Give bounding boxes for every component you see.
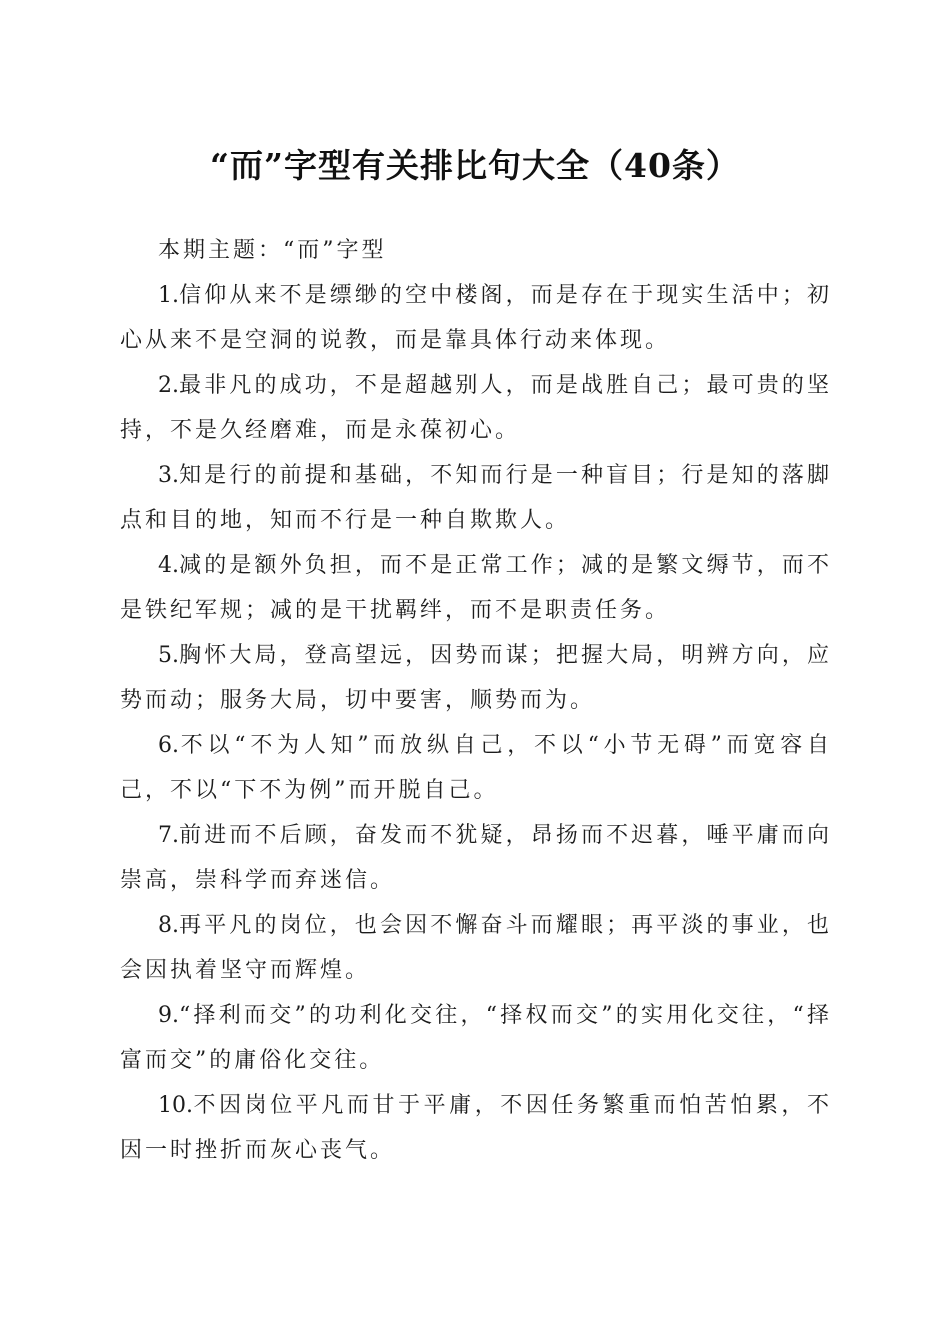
item-text: 前进而不后顾，奋发而不犹疑，昂扬而不迟暮，唾平庸而向崇高，崇科学而弃迷信。 — [120, 823, 832, 893]
item-number: 3. — [158, 463, 179, 488]
item-text: 不因岗位平凡而甘于平庸，不因任务繁重而怕苦怕累，不因一时挫折而灰心丧气。 — [120, 1093, 832, 1163]
item-number: 6. — [158, 733, 179, 758]
list-item — [120, 273, 832, 363]
item-number: 8. — [158, 913, 179, 938]
list-item — [120, 813, 832, 903]
item-number: 4. — [158, 553, 179, 578]
item-number: 9. — [158, 1003, 179, 1028]
item-number: 10. — [158, 1093, 193, 1118]
list-item — [120, 993, 832, 1083]
item-text: 信仰从来不是缥缈的空中楼阁，而是存在于现实生活中；初心从来不是空洞的说教，而是靠具体行动来体现。 — [120, 283, 832, 353]
list-item — [120, 633, 832, 723]
item-text: 最非凡的成功，不是超越别人，而是战胜自己；最可贵的坚持，不是久经磨难，而是永葆初心。 — [120, 373, 832, 443]
item-number: 2. — [158, 373, 179, 398]
document-body — [120, 228, 832, 1173]
item-text: 不以“不为人知”而放纵自己，不以“小节无碍”而宽容自己，不以“下不为例”而开脱自己。 — [120, 733, 832, 803]
list-item — [120, 453, 832, 543]
item-number: 7. — [158, 823, 179, 848]
document-title: “而”字型有关排比句大全（40条） — [210, 146, 740, 185]
list-item — [120, 363, 832, 453]
item-number: 5. — [158, 643, 179, 668]
item-text: 知是行的前提和基础，不知而行是一种盲目；行是知的落脚点和目的地，知而不行是一种自欺欺人。 — [120, 463, 832, 533]
document-subject: 本期主题：“而”字型 — [158, 238, 387, 263]
list-item — [120, 1083, 832, 1173]
item-number: 1. — [158, 283, 179, 308]
item-text: 再平凡的岗位，也会因不懈奋斗而耀眼；再平淡的事业，也会因执着坚守而辉煌。 — [120, 913, 832, 983]
item-text: “择利而交”的功利化交往，“择权而交”的实用化交往，“择富而交”的庸俗化交往。 — [120, 1003, 832, 1073]
item-text: 减的是额外负担，而不是正常工作；减的是繁文缛节，而不是铁纪军规；减的是干扰羁绊，而不是职责任务。 — [120, 553, 832, 623]
list-item — [120, 543, 832, 633]
list-item — [120, 723, 832, 813]
item-text: 胸怀大局，登高望远，因势而谋；把握大局，明辨方向，应势而动；服务大局，切中要害，顺势而为。 — [120, 643, 832, 713]
list-item — [120, 903, 832, 993]
